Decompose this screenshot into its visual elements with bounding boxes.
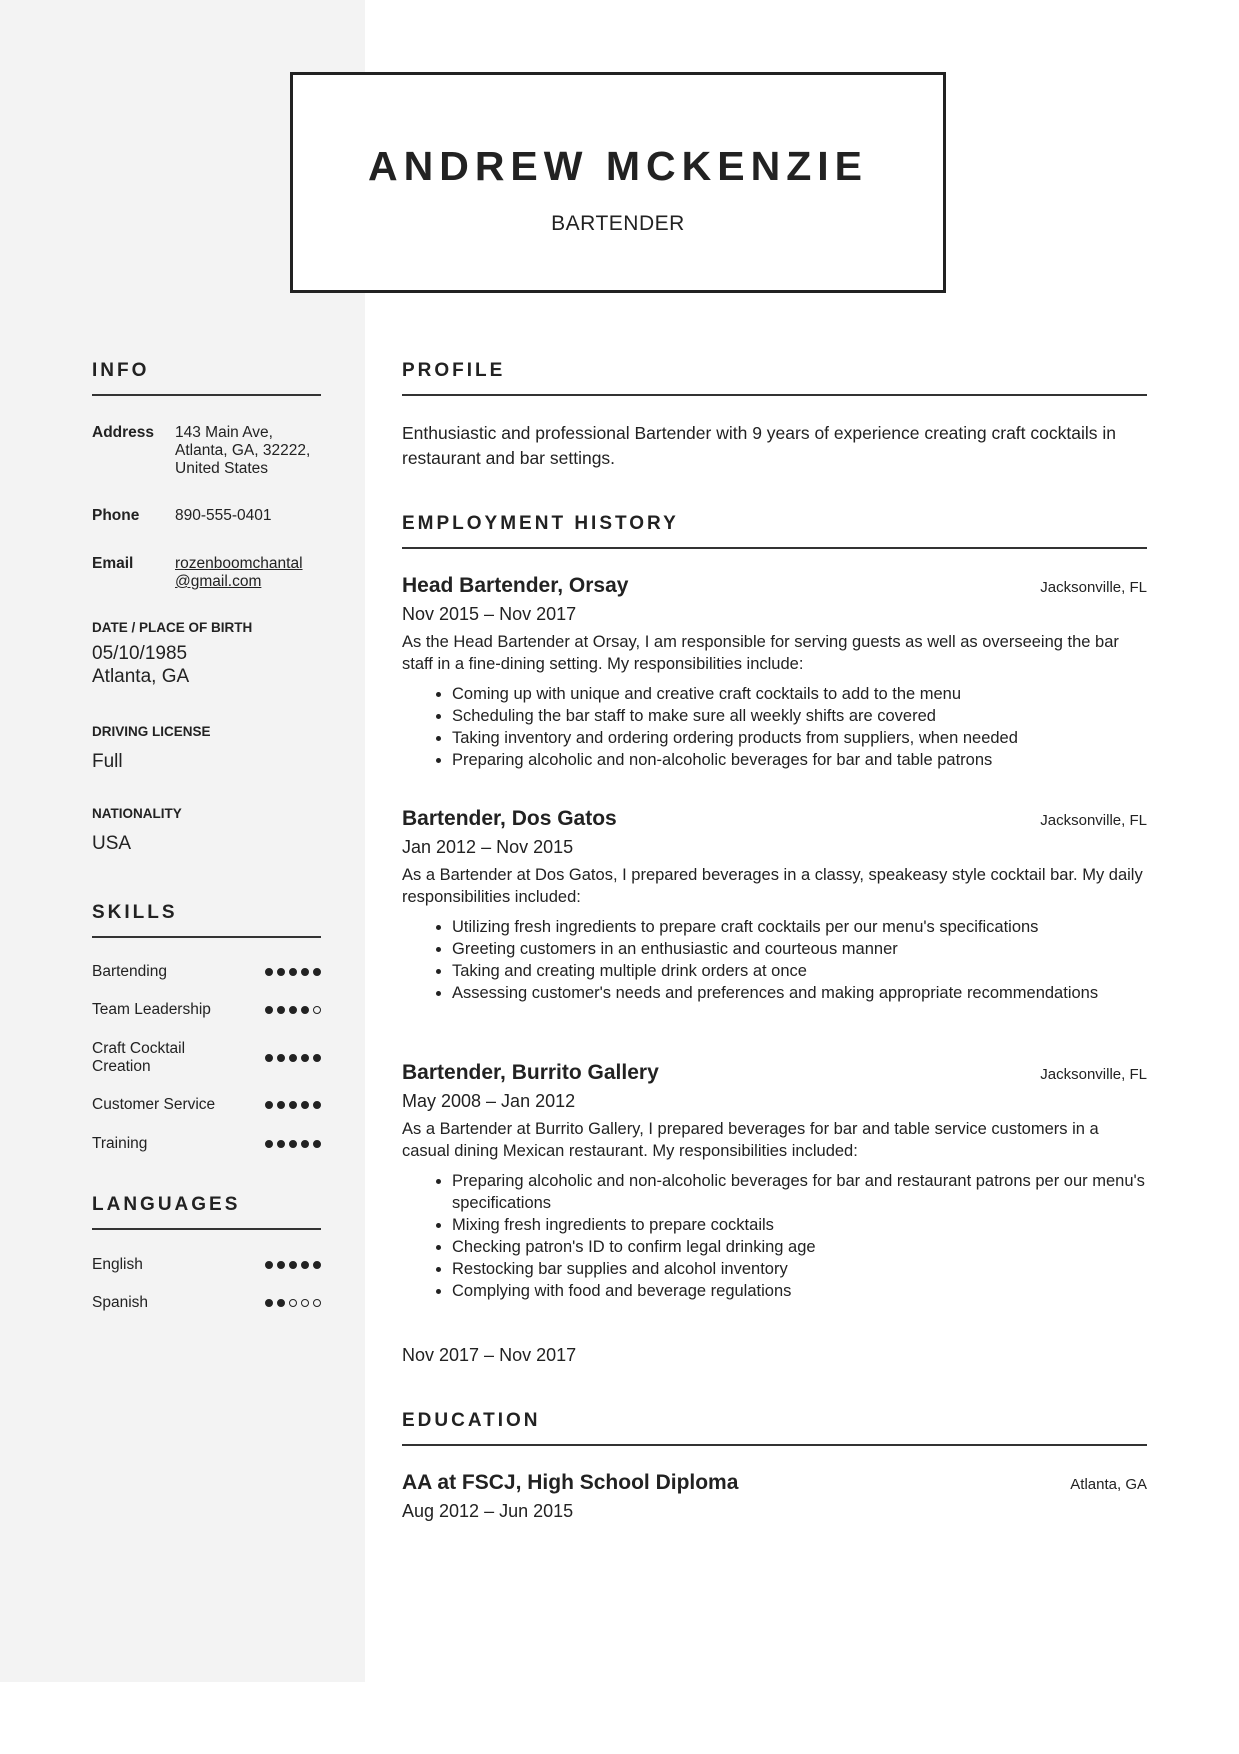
employment-heading: EMPLOYMENT HISTORY [402, 513, 1147, 549]
list-item: • Checking patron's ID to confirm legal drinking age [452, 1236, 1147, 1258]
filled-dot-icon [289, 1140, 297, 1148]
job-entry [402, 1061, 1147, 1302]
list-item: • Taking inventory and ordering ordering products from suppliers, when needed [452, 727, 1147, 749]
language-name: Spanish [92, 1294, 149, 1311]
education-header [402, 1471, 1147, 1495]
filled-dot-icon [277, 968, 285, 976]
list-item: • Assessing customer's needs and preferences and making appropriate recommendations [452, 982, 1147, 1004]
filled-dot-icon [265, 1261, 273, 1269]
profile-heading: PROFILE [402, 360, 1147, 396]
list-item: • Taking and creating multiple drink orders at once [452, 960, 1147, 982]
filled-dot-icon [313, 1101, 321, 1109]
job-description: As the Head Bartender at Orsay, I am responsible for serving guests as well as overseeing the bar staff in a fine-dining setting. My responsibilities include: [402, 633, 1119, 673]
candidate-name: ANDREW MCKENZIE [368, 143, 868, 189]
address-line: Atlanta, GA, 32222, [175, 442, 311, 459]
education-entry [402, 1471, 1147, 1522]
phone-label: Phone [92, 507, 140, 524]
skill-name: Customer Service [92, 1096, 216, 1113]
responsibility-list [402, 916, 1147, 1004]
filled-dot-icon [277, 1006, 285, 1014]
list-item: • Preparing alcoholic and non-alcoholic beverages for bar and table patrons [452, 749, 1147, 771]
list-item: • Utilizing fresh ingredients to prepare craft cocktails per our menu's specifications [452, 916, 1147, 938]
languages-section [92, 1194, 321, 1230]
list-item: • Restocking bar supplies and alcohol inventory [452, 1258, 1147, 1280]
phone-row [92, 507, 321, 525]
list-item: • Greeting customers in an enthusiastic and courteous manner [452, 938, 1147, 960]
responsibility-list [402, 1170, 1147, 1302]
skill-name: Bartending [92, 963, 167, 980]
filled-dot-icon [277, 1140, 285, 1148]
filled-dot-icon [289, 968, 297, 976]
extra-job-dates: Nov 2017 – Nov 2017 [402, 1345, 577, 1365]
profile-text: Enthusiastic and professional Bartender with 9 years of experience creating craft cocktails in restaurant and bar settings. [402, 423, 1116, 468]
filled-dot-icon [277, 1054, 285, 1062]
education-dates: Aug 2012 – Jun 2015 [402, 1501, 574, 1521]
info-section [92, 360, 321, 396]
skill-row [92, 963, 321, 981]
filled-dot-icon [277, 1101, 285, 1109]
education-section [402, 1410, 1147, 1446]
filled-dot-icon [301, 1006, 309, 1014]
language-rating [265, 1299, 321, 1307]
address-label: Address [92, 424, 155, 441]
language-rating [265, 1261, 321, 1269]
skill-name: Craft Cocktail Creation [92, 1040, 186, 1075]
skill-row [92, 1001, 321, 1019]
skill-row [92, 1040, 321, 1076]
job-entry [402, 574, 1147, 771]
info-heading: INFO [92, 360, 321, 396]
job-header [402, 574, 1147, 598]
responsibility-list [402, 683, 1147, 771]
filled-dot-icon [277, 1299, 285, 1307]
email-line: @gmail.com [175, 573, 262, 590]
name-header-box [290, 72, 946, 293]
filled-dot-icon [289, 1054, 297, 1062]
filled-dot-icon [265, 1006, 273, 1014]
address-line: 143 Main Ave, [175, 424, 273, 441]
job-dates: May 2008 – Jan 2012 [402, 1091, 576, 1111]
skill-rating [265, 1054, 321, 1062]
nationality-block [92, 806, 321, 855]
email-label: Email [92, 555, 134, 572]
filled-dot-icon [265, 1054, 273, 1062]
filled-dot-icon [289, 1261, 297, 1269]
birth-block [92, 620, 321, 688]
job-header [402, 1061, 1147, 1085]
skill-rating [265, 1101, 321, 1109]
job-title: Head Bartender, Orsay [402, 574, 629, 597]
list-item: • Scheduling the bar staff to make sure all weekly shifts are covered [452, 705, 1147, 727]
birth-date: 05/10/1985 [92, 643, 188, 664]
job-dates: Jan 2012 – Nov 2015 [402, 837, 574, 857]
skills-heading: SKILLS [92, 902, 321, 938]
filled-dot-icon [265, 1140, 273, 1148]
filled-dot-icon [265, 1101, 273, 1109]
list-item: • Complying with food and beverage regulations [452, 1280, 1147, 1302]
filled-dot-icon [313, 968, 321, 976]
address-row [92, 424, 321, 478]
job-location: Jacksonville, FL [1040, 1066, 1147, 1083]
filled-dot-icon [265, 968, 273, 976]
job-header [402, 807, 1147, 831]
job-dates: Nov 2015 – Nov 2017 [402, 604, 577, 624]
employment-section [402, 513, 1147, 549]
skill-row [92, 1096, 321, 1114]
license-label: DRIVING LICENSE [92, 724, 211, 739]
education-location: Atlanta, GA [1070, 1476, 1147, 1493]
skill-name: Team Leadership [92, 1001, 211, 1018]
email-row [92, 555, 321, 591]
filled-dot-icon [265, 1299, 273, 1307]
filled-dot-icon [289, 1101, 297, 1109]
job-entry [402, 807, 1147, 1004]
filled-dot-icon [301, 1054, 309, 1062]
nationality-value: USA [92, 833, 132, 854]
empty-dot-icon [313, 1299, 321, 1307]
list-item: • Mixing fresh ingredients to prepare cocktails [452, 1214, 1147, 1236]
language-row [92, 1294, 321, 1312]
language-row [92, 1256, 321, 1274]
filled-dot-icon [313, 1140, 321, 1148]
address-line: United States [175, 460, 269, 477]
job-title: Bartender, Dos Gatos [402, 807, 617, 830]
license-value: Full [92, 751, 123, 772]
filled-dot-icon [301, 968, 309, 976]
skill-row [92, 1135, 321, 1153]
job-location: Jacksonville, FL [1040, 579, 1147, 596]
filled-dot-icon [301, 1140, 309, 1148]
job-title: Bartender, Burrito Gallery [402, 1061, 659, 1084]
list-item: • Preparing alcoholic and non-alcoholic beverages for bar and restaurant patrons per our menu's specifications [452, 1170, 1147, 1214]
skills-section [92, 902, 321, 938]
skill-rating [265, 1140, 321, 1148]
education-title: AA at FSCJ, High School Diploma [402, 1471, 739, 1494]
birth-label: DATE / PLACE OF BIRTH [92, 620, 253, 635]
filled-dot-icon [289, 1006, 297, 1014]
filled-dot-icon [301, 1101, 309, 1109]
education-heading: EDUCATION [402, 1410, 1147, 1446]
languages-heading: LANGUAGES [92, 1194, 321, 1230]
skill-name: Training [92, 1135, 148, 1152]
empty-dot-icon [289, 1299, 297, 1307]
nationality-label: NATIONALITY [92, 806, 182, 821]
skill-rating [265, 968, 321, 976]
skill-rating [265, 1006, 321, 1014]
empty-dot-icon [313, 1006, 321, 1014]
birth-place: Atlanta, GA [92, 666, 190, 687]
job-description: As a Bartender at Burrito Gallery, I prepared beverages for bar and table service customers in a casual dining Mexican restaurant. My responsibilities included: [402, 1120, 1099, 1160]
profile-section [402, 360, 1147, 396]
filled-dot-icon [313, 1261, 321, 1269]
candidate-title: BARTENDER [551, 212, 685, 235]
filled-dot-icon [313, 1054, 321, 1062]
license-block [92, 724, 321, 773]
job-location: Jacksonville, FL [1040, 812, 1147, 829]
email-link[interactable] [175, 555, 321, 591]
filled-dot-icon [277, 1261, 285, 1269]
language-name: English [92, 1256, 143, 1273]
filled-dot-icon [301, 1261, 309, 1269]
address-value [175, 424, 321, 478]
job-description: As a Bartender at Dos Gatos, I prepared beverages in a classy, speakeasy style cocktail bar. My daily responsibilities included: [402, 866, 1143, 906]
phone-value: 890-555-0401 [175, 507, 272, 524]
empty-dot-icon [301, 1299, 309, 1307]
list-item: • Coming up with unique and creative craft cocktails to add to the menu [452, 683, 1147, 705]
email-line: rozenboomchantal [175, 555, 303, 572]
